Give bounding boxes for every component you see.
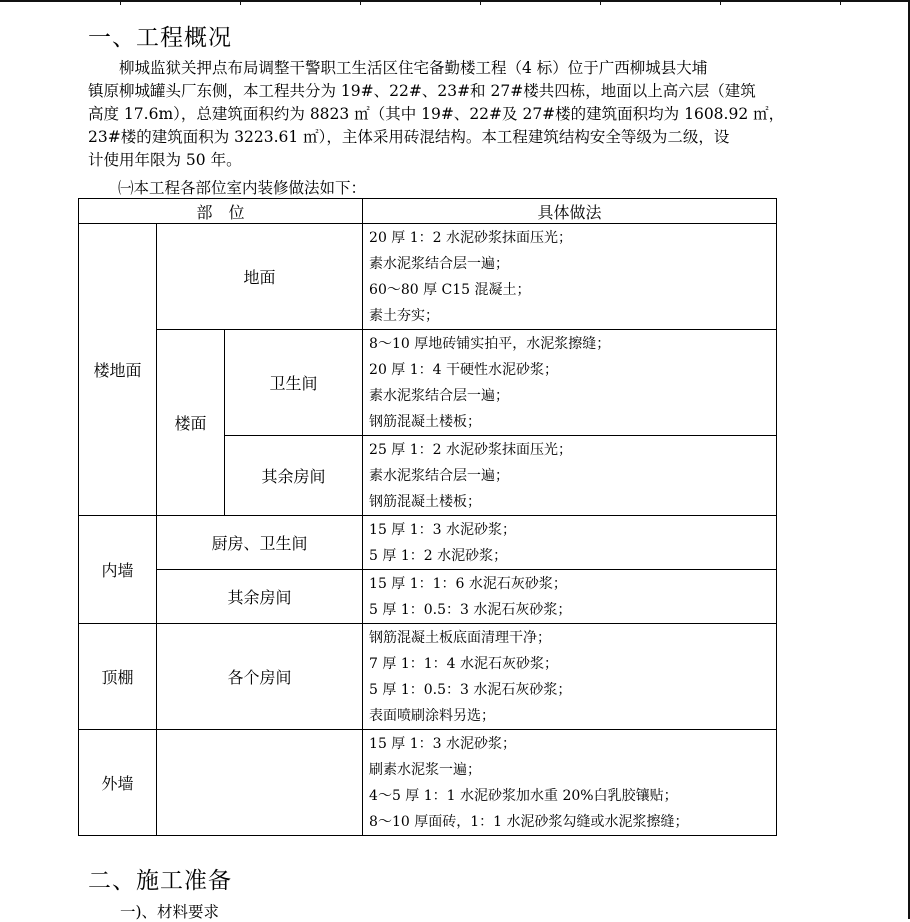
other-rooms-wall-methods [363, 570, 777, 624]
table-row [79, 224, 777, 330]
outer-wall-part-cell [157, 730, 363, 836]
table-row [79, 570, 777, 624]
method-line: 20 厚 1：4 干硬性水泥砂浆； [369, 362, 559, 378]
method-line: 表面喷刷涂料另选； [369, 708, 496, 724]
kitchen-bath-label: 厨房、卫生间 [157, 516, 363, 570]
method-line: 5 厚 1：0.5：3 水泥石灰砂浆； [369, 602, 572, 618]
outer-wall-group-cell: 外墙 [79, 730, 157, 836]
ruler-tick [720, 0, 721, 5]
inner-wall-group-cell: 内墙 [79, 516, 157, 624]
ruler-tick [480, 0, 481, 5]
table-row [79, 730, 777, 836]
method-line: 60～80 厚 C15 混凝土； [369, 282, 531, 298]
method-line: 4～5 厚 1：1 水泥砂浆加水重 20%白乳胶镶贴； [369, 788, 678, 804]
table-row [79, 516, 777, 570]
bathroom-label: 卫生间 [225, 330, 363, 436]
outer-wall-methods [363, 730, 777, 836]
method-line: 素水泥浆结合层一遍； [369, 256, 510, 272]
method-line: 15 厚 1：1：6 水泥石灰砂浆； [369, 576, 567, 592]
method-line: 钢筋混凝土楼板； [369, 414, 482, 430]
ground-label: 地面 [157, 224, 363, 330]
method-line: 钢筋混凝土楼板； [369, 494, 482, 510]
bathroom-methods [363, 330, 777, 436]
method-line: 8～10 厚面砖，1：1 水泥砂浆勾缝或水泥浆擦缝； [369, 814, 689, 830]
other-rooms-floor-label: 其余房间 [225, 436, 363, 516]
ruler-tick [120, 0, 121, 5]
method-line: 钢筋混凝土板底面清理干净； [369, 630, 552, 646]
method-line: 5 厚 1：0.5：3 水泥石灰砂浆； [369, 682, 572, 698]
all-rooms-label: 各个房间 [157, 624, 363, 730]
method-line: 素土夯实； [369, 308, 440, 324]
project-overview-paragraph [88, 57, 828, 172]
finishing-table [78, 198, 777, 836]
floor-group-cell: 楼地面 [79, 224, 157, 516]
method-line: 25 厚 1：2 水泥砂浆抹面压光； [369, 442, 573, 458]
method-line: 素水泥浆结合层一遍； [369, 468, 510, 484]
table-header-row [79, 199, 777, 224]
ruler-tick [240, 0, 241, 5]
paragraph-line: 23#楼的建筑面积为 3223.61 ㎡），主体采用砖混结构。本工程建筑结构安全等级为二级，设 [88, 128, 730, 146]
table-caption: ㈠本工程各部位室内装修做法如下： [118, 179, 367, 197]
paragraph-line: 计使用年限为 50 年。 [88, 151, 242, 169]
method-line: 7 厚 1：1：4 水泥石灰砂浆； [369, 656, 559, 672]
paragraph-line: 高度 17.6m），总建筑面积约为 8823 ㎡（其中 19#、22#及 27#楼的建筑面积均为 1608.92 ㎡， [88, 105, 785, 123]
method-line: 刷素水泥浆一遍； [369, 762, 482, 778]
header-part: 部 位 [79, 199, 363, 224]
other-rooms-wall-label: 其余房间 [157, 570, 363, 624]
method-line: 素水泥浆结合层一遍； [369, 388, 510, 404]
all-rooms-methods [363, 624, 777, 730]
ruler-tick [600, 0, 601, 5]
table-row [79, 624, 777, 730]
section-2-subheading: 一)、材料要求 [120, 903, 220, 921]
other-rooms-floor-methods [363, 436, 777, 516]
floor-label: 楼面 [157, 330, 225, 516]
method-line: 15 厚 1：3 水泥砂浆； [369, 736, 517, 752]
header-method: 具体做法 [363, 199, 777, 224]
method-line: 20 厚 1：2 水泥砂浆抹面压光； [369, 230, 573, 246]
paragraph-line: 柳城监狱关押点布局调整干警职工生活区住宅备勤楼工程（4 标）位于广西柳城县大埔 [119, 59, 708, 77]
section-1-heading: 一、工程概况 [88, 25, 232, 51]
page-top-border [0, 0, 910, 2]
method-line: 8～10 厚地砖铺实拍平，水泥浆擦缝； [369, 336, 611, 352]
paragraph-line: 镇原柳城罐头厂东侧，本工程共分为 19#、22#、23#和 27#楼共四栋，地面以上高六层（建筑 [88, 82, 756, 100]
ruler-tick [840, 0, 841, 5]
method-line: 15 厚 1：3 水泥砂浆； [369, 522, 517, 538]
ground-methods [363, 224, 777, 330]
table-row [79, 330, 777, 436]
method-line: 5 厚 1：2 水泥砂浆； [369, 548, 508, 564]
kitchen-bath-methods [363, 516, 777, 570]
section-2-heading: 二、施工准备 [88, 868, 232, 894]
ceiling-group-cell: 顶棚 [79, 624, 157, 730]
ruler-tick [360, 0, 361, 5]
